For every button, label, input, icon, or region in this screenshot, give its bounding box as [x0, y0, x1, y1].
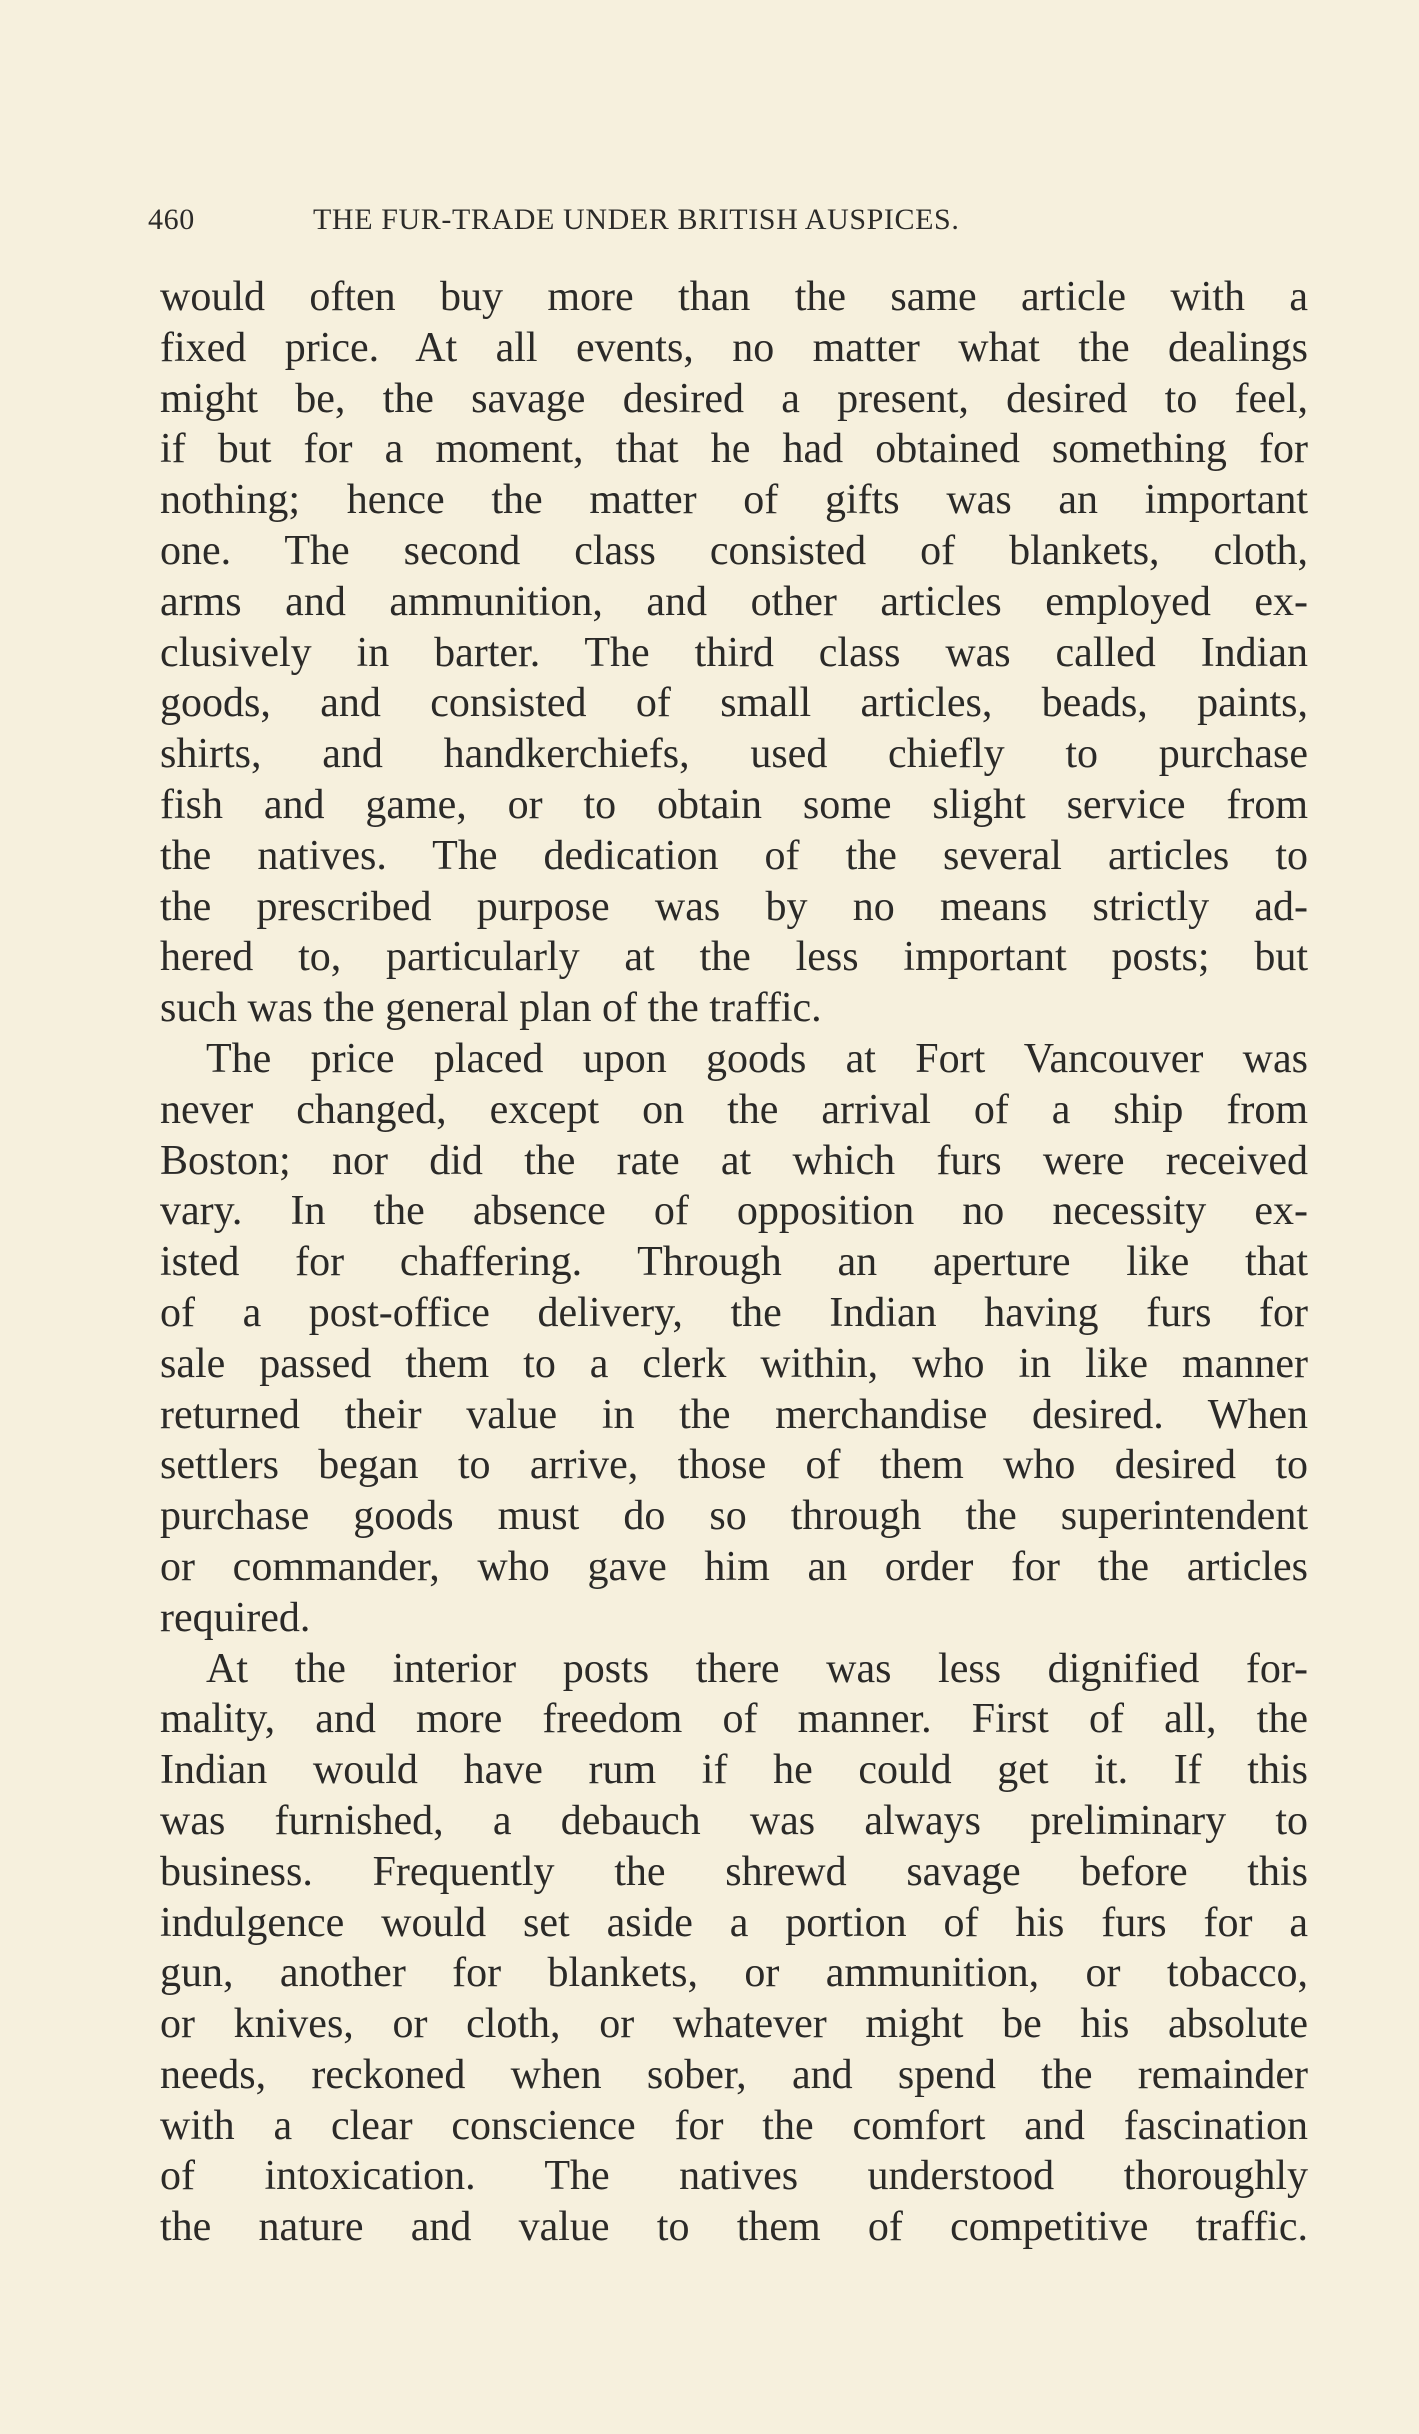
text-line: never changed, except on the arrival of a ship from [160, 1086, 1308, 1133]
text-line: fixed price. At all events, no matter what the dealings [160, 324, 1308, 371]
text-line: settlers began to arrive, those of them who desired to [160, 1442, 1308, 1489]
text-line: might be, the savage desired a present, desired to feel, [160, 375, 1308, 422]
text-line: was furnished, a debauch was always preliminary to [160, 1797, 1308, 1844]
page-number: 460 [148, 203, 195, 236]
text-line: if but for a moment, that he had obtained something for [160, 426, 1308, 473]
text-line: goods, and consisted of small articles, beads, paints, [160, 680, 1308, 727]
text-line: the nature and value to them of competitive traffic. [160, 2204, 1308, 2251]
text-line: isted for chaffering. Through an aperture like that [160, 1239, 1308, 1286]
text-line: or knives, or cloth, or whatever might be his absolute [160, 2001, 1308, 2048]
paragraph-start-line: The price placed upon goods at Fort Vancouver was [206, 1035, 1308, 1082]
text-line: gun, another for blankets, or ammunition, or tobacco, [160, 1950, 1308, 1997]
paragraph-start-line: At the interior posts there was less dignified for- [206, 1645, 1308, 1692]
text-line: Boston; nor did the rate at which furs were received [160, 1137, 1308, 1184]
text-line: the natives. The dedication of the several articles to [160, 832, 1308, 879]
text-line: of a post-office delivery, the Indian having furs for [160, 1289, 1308, 1336]
text-line: with a clear conscience for the comfort and fascination [160, 2102, 1308, 2149]
text-line: indulgence would set aside a portion of his furs for a [160, 1899, 1308, 1946]
text-line: would often buy more than the same article with a [160, 274, 1308, 320]
running-title: THE FUR-TRADE UNDER BRITISH AUSPICES. [313, 203, 960, 236]
text-line: fish and game, or to obtain some slight service from [160, 781, 1308, 828]
text-line: hered to, particularly at the less important posts; but [160, 934, 1308, 981]
text-line: sale passed them to a clerk within, who in like manner [160, 1340, 1308, 1387]
text-line: returned their value in the merchandise desired. When [160, 1391, 1308, 1438]
text-line: arms and ammunition, and other articles employed ex- [160, 578, 1308, 625]
body-text [160, 272, 1308, 2253]
text-line: the prescribed purpose was by no means strictly ad- [160, 883, 1308, 930]
running-head [148, 203, 1148, 243]
text-line: purchase goods must do so through the superintendent [160, 1493, 1308, 1540]
paragraph-end-line: such was the general plan of the traffic. [160, 985, 822, 1032]
text-line: of intoxication. The natives understood thoroughly [160, 2153, 1308, 2200]
text-line: shirts, and handkerchiefs, used chiefly to purchase [160, 731, 1308, 778]
text-line: or commander, who gave him an order for the articles [160, 1543, 1308, 1590]
text-line: needs, reckoned when sober, and spend the remainder [160, 2051, 1308, 2098]
text-line: Indian would have rum if he could get it. If this [160, 1747, 1308, 1794]
text-line: clusively in barter. The third class was called Indian [160, 629, 1308, 676]
text-line: nothing; hence the matter of gifts was an important [160, 477, 1308, 524]
text-line: business. Frequently the shrewd savage before this [160, 1848, 1308, 1895]
text-line: mality, and more freedom of manner. First of all, the [160, 1696, 1308, 1743]
text-line: vary. In the absence of opposition no necessity ex- [160, 1188, 1308, 1235]
paragraph-end-line: required. [160, 1594, 311, 1641]
text-line: one. The second class consisted of blankets, cloth, [160, 527, 1308, 574]
